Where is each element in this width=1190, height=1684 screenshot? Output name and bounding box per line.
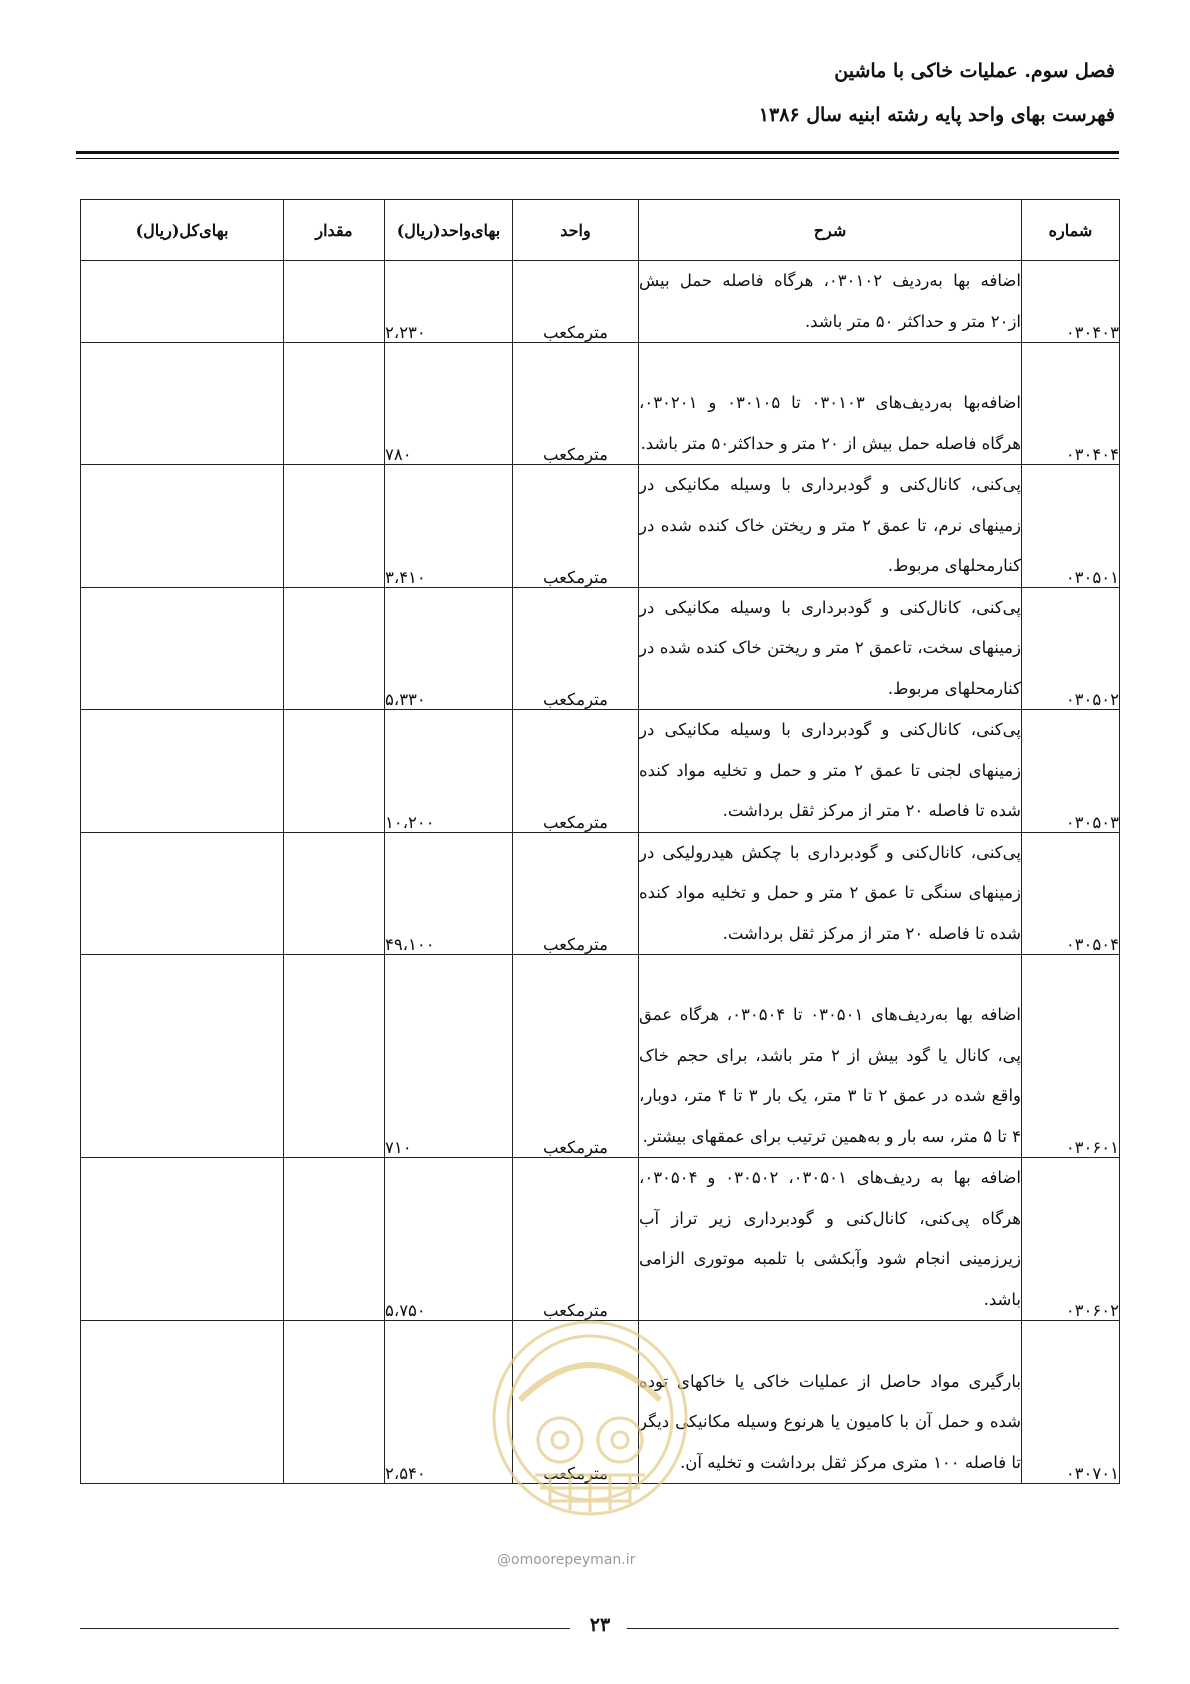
row-code: ۰۳۰۵۰۲: [1022, 587, 1120, 710]
row-unit: مترمکعب: [513, 343, 639, 465]
row-quantity: [284, 1321, 385, 1484]
table-header-row: [81, 200, 1120, 261]
row-unit-price: ۵،۳۳۰: [385, 587, 513, 710]
row-quantity: [284, 587, 385, 710]
table-row: [81, 832, 1120, 955]
row-description: پی‌کنی، کانال‌کنی و گودبرداری با وسیله مکانیکی در زمینهای لجنی تا عمق ۲ متر و حمل و تخلیه مواد کنده شده تا فاصله ۲۰ متر از مرکز ثقل برداشت.: [639, 710, 1022, 833]
row-quantity: [284, 710, 385, 833]
row-code: ۰۳۰۵۰۱: [1022, 465, 1120, 588]
table-row: [81, 1158, 1120, 1321]
table-row: [81, 343, 1120, 465]
row-code: ۰۳۰۶۰۲: [1022, 1158, 1120, 1321]
header-rule-thick: [76, 151, 1119, 154]
row-description: اضافه بها به‌ردیف ۰۳۰۱۰۲، هرگاه فاصله حمل بیش از۲۰ متر و حداکثر ۵۰ متر باشد.: [639, 261, 1022, 343]
row-unit: مترمکعب: [513, 261, 639, 343]
header-rule-thin: [76, 158, 1119, 159]
row-description: پی‌کنی، کانال‌کنی و گودبرداری با چکش هیدرولیکی در زمینهای سنگی تا عمق ۲ متر و حمل و تخلیه مواد کنده شده تا فاصله ۲۰ متر از مرکز ثقل برداشت.: [639, 832, 1022, 955]
table-row: [81, 1321, 1120, 1484]
row-code: ۰۳۰۴۰۳: [1022, 261, 1120, 343]
row-total-price: [81, 955, 284, 1158]
row-unit: مترمکعب: [513, 832, 639, 955]
row-unit-price: ۷۱۰: [385, 955, 513, 1158]
table-row: [81, 710, 1120, 833]
header-total-price: بهای‌کل(ریال): [81, 200, 284, 261]
table-row: [81, 587, 1120, 710]
row-description: پی‌کنی، کانال‌کنی و گودبرداری با وسیله مکانیکی در زمینهای نرم، تا عمق ۲ متر و ریختن خاک کنده شده در کنارمحلهای مربوط.: [639, 465, 1022, 588]
row-unit-price: ۴۹،۱۰۰: [385, 832, 513, 955]
header-unit: واحد: [513, 200, 639, 261]
row-code: ۰۳۰۶۰۱: [1022, 955, 1120, 1158]
row-code: ۰۳۰۴۰۴: [1022, 343, 1120, 465]
table-row: [81, 261, 1120, 343]
header-unit-price: بهای‌واحد(ریال): [385, 200, 513, 261]
chapter-title: فصل سوم. عملیات خاکی با ماشین: [834, 60, 1115, 82]
header-number: شماره: [1022, 200, 1120, 261]
row-code: ۰۳۰۵۰۳: [1022, 710, 1120, 833]
document-subtitle: فهرست بهای واحد پایه رشته ابنیه سال ۱۳۸۶: [758, 104, 1115, 126]
row-unit-price: ۲،۲۳۰: [385, 261, 513, 343]
row-unit-price: ۷۸۰: [385, 343, 513, 465]
footer-rule-left: [80, 1628, 570, 1629]
row-total-price: [81, 587, 284, 710]
header-quantity: مقدار: [284, 200, 385, 261]
row-code: ۰۳۰۷۰۱: [1022, 1321, 1120, 1484]
row-quantity: [284, 832, 385, 955]
row-total-price: [81, 261, 284, 343]
row-code: ۰۳۰۵۰۴: [1022, 832, 1120, 955]
row-description: اضافه‌بها به‌ردیف‌های ۰۳۰۱۰۳ تا ۰۳۰۱۰۵ و ۰۳۰۲۰۱، هرگاه فاصله حمل بیش از ۲۰ متر و حداکثر۵۰ متر باشد.: [639, 343, 1022, 465]
row-description: بارگیری مواد حاصل از عملیات خاکی یا خاکهای توده شده و حمل آن با کامیون یا هرنوع وسیله مکانیکی دیگر تا فاصله ۱۰۰ متری مرکز ثقل برداشت و تخلیه آن.: [639, 1321, 1022, 1484]
row-unit: مترمکعب: [513, 710, 639, 833]
row-unit-price: ۳،۴۱۰: [385, 465, 513, 588]
row-total-price: [81, 1158, 284, 1321]
row-unit-price: ۱۰،۲۰۰: [385, 710, 513, 833]
row-quantity: [284, 261, 385, 343]
row-unit-price: ۵،۷۵۰: [385, 1158, 513, 1321]
row-quantity: [284, 465, 385, 588]
page-number: ۲۳: [589, 1614, 611, 1636]
row-unit: مترمکعب: [513, 465, 639, 588]
row-description: پی‌کنی، کانال‌کنی و گودبرداری با وسیله مکانیکی در زمینهای سخت، تاعمق ۲ متر و ریختن خاک کنده شده در کنارمحلهای مربوط.: [639, 587, 1022, 710]
table-row: [81, 955, 1120, 1158]
row-unit: مترمکعب: [513, 1158, 639, 1321]
row-unit-price: ۲،۵۴۰: [385, 1321, 513, 1484]
row-total-price: [81, 710, 284, 833]
row-total-price: [81, 1321, 284, 1484]
row-total-price: [81, 832, 284, 955]
table-row: [81, 465, 1120, 588]
row-description: اضافه بها به‌ردیف‌های ۰۳۰۵۰۱ تا ۰۳۰۵۰۴، هرگاه عمق پی، کانال یا گود بیش از ۲ متر باشد، برای حجم خاک واقع شده در عمق ۲ تا ۳ متر، یک بار ۳ تا ۴ متر، دوبار، ۴ تا ۵ متر، سه بار و به‌همین ترتیب برای عمقهای بیشتر.: [639, 955, 1022, 1158]
row-total-price: [81, 465, 284, 588]
row-total-price: [81, 343, 284, 465]
row-unit: مترمکعب: [513, 587, 639, 710]
row-description: اضافه بها به ردیف‌های ۰۳۰۵۰۱، ۰۳۰۵۰۲ و ۰۳۰۵۰۴، هرگاه پی‌کنی، کانال‌کنی و گودبرداری زیر تراز آب زیرزمینی انجام شود وآبکشی با تلمبه موتوری الزامی باشد.: [639, 1158, 1022, 1321]
row-quantity: [284, 955, 385, 1158]
row-unit: مترمکعب: [513, 1321, 639, 1484]
header-description: شرح: [639, 200, 1022, 261]
watermark-text: @omoorepeyman.ir: [497, 1552, 636, 1568]
row-quantity: [284, 1158, 385, 1321]
price-table: [80, 199, 1120, 1484]
footer-rule-right: [627, 1628, 1119, 1629]
row-quantity: [284, 343, 385, 465]
row-unit: مترمکعب: [513, 955, 639, 1158]
